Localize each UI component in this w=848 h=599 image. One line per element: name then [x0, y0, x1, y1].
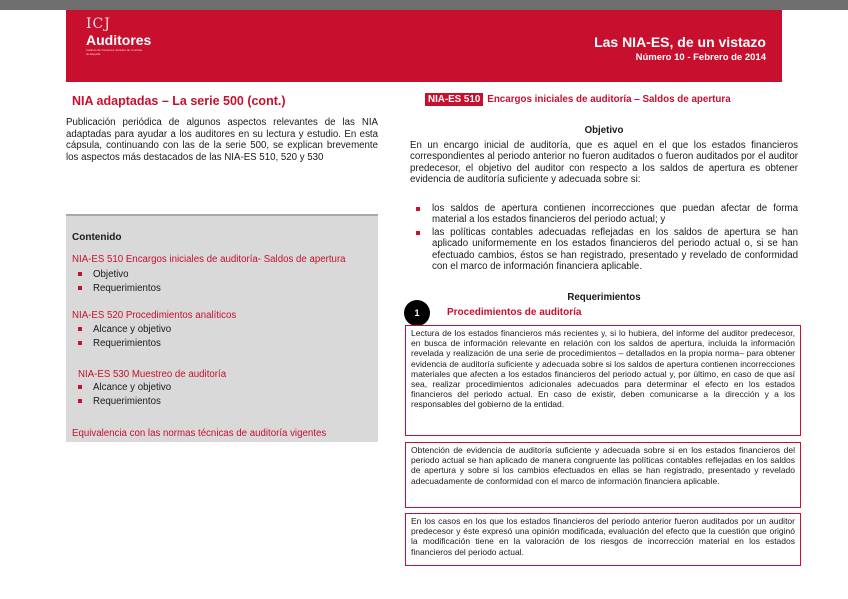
step-number-badge: 1 — [404, 300, 430, 326]
toc-item[interactable]: Objetivo — [78, 268, 161, 282]
toc-list-510 — [78, 268, 161, 296]
procedure-box: Obtención de evidencia de auditoría suficiente y adecuada sobre si en los estados financieros del periodo actual se han aplicado de manera congruente las políticas contables reflejadas en los saldos de apertura y sobre si los cambios efectuados en ellas se han registrado, presentado y revelado adecuadamente de conformidad con el marco de información financiera aplicable. — [405, 442, 801, 508]
contents-heading: Contenido — [72, 232, 122, 243]
procedure-box: En los casos en los que los estados financieros del periodo anterior fueron auditados por un auditor predecesor y éste expresó una opinión modificada, evaluación del efecto que la cuestión que originó la modificación tiene en la valoración de los riesgos de incorrección material en los estados financieros del periodo actual. — [405, 513, 801, 566]
toc-item[interactable]: Alcance y objetivo — [78, 323, 171, 337]
intro-paragraph: Publicación periódica de algunos aspectos relevantes de las NIA adaptadas para ayudar a los auditores en su lectura y estudio. En esta cápsula, continuando con las de la serie 500, se explican brevemente los aspectos más destacados de las NIA-ES 510, 520 y 530 — [66, 117, 378, 163]
logo-name: Auditores — [86, 32, 152, 48]
header-banner — [66, 10, 782, 82]
procedure-box: Lectura de los estados financieros más recientes y, si lo hubiera, del informe del auditor predecesor, en busca de información relevante en relación con los saldos de apertura, incluida la información revelada y realización de una serie de procedimientos – detallados en la propia norma– para obtener evidencia de auditoría suficiente y adecuada sobre si los saldos de apertura contienen incorrecciones materiales que afecten a los estados financieros del periodo actual y, por último, en caso de que así sea, realizar procedimientos adicionales adecuados para determinar el efecto en los estados financieros del periodo actual. En caso de existir, deben comunicarse a la dirección y a los responsables del gobierno de la entidad. — [405, 325, 801, 436]
objective-bullet: los saldos de apertura contienen incorrecciones que puedan afectar de forma material a los estados financieros del periodo actual; y — [410, 203, 798, 226]
top-strip — [0, 0, 848, 10]
objective-title: Objetivo — [584, 125, 624, 136]
nia-510-heading — [425, 94, 731, 105]
toc-item[interactable]: Requerimientos — [78, 337, 171, 351]
nia-510-title: Encargos iniciales de auditoría – Saldos de apertura — [487, 94, 731, 105]
toc-item[interactable]: Requerimientos — [78, 282, 161, 296]
procedures-title: Procedimientos de auditoría — [447, 307, 582, 318]
auditores-logo — [86, 16, 151, 56]
contents-box — [66, 214, 378, 442]
publication-title: Las NIA-ES, de un vistazo — [594, 34, 766, 50]
objective-text: En un encargo inicial de auditoría, que es aquel en el que los estados financieros correspondientes al periodo anterior no fueron auditados o fueron auditados por el auditor predecesor, el objetivo del auditor con respecto a los saldos de apertura es obtener evidencia de auditoría suficiente y adecuada sobre si: — [410, 140, 798, 186]
toc-list-520 — [78, 323, 171, 351]
nia-code-badge: NIA-ES 510 — [425, 93, 483, 106]
issue-number: Número 10 - Febrero de 2014 — [635, 52, 766, 63]
toc-item[interactable]: Alcance y objetivo — [78, 381, 171, 395]
left-section-title: NIA adaptadas – La serie 500 (cont.) — [72, 94, 286, 108]
logo-mark: ICJ — [86, 16, 111, 32]
logo-subtitle: Instituto de Censores Jurados de Cuentas de España — [86, 48, 143, 56]
toc-list-530 — [78, 381, 171, 409]
toc-link-nia-530[interactable]: NIA-ES 530 Muestreo de auditoría — [78, 369, 227, 380]
toc-item[interactable]: Requerimientos — [78, 395, 171, 409]
objective-bullets — [410, 203, 798, 273]
toc-link-nia-510[interactable]: NIA-ES 510 Encargos iniciales de auditoría- Saldos de apertura — [72, 254, 346, 265]
requirements-title: Requerimientos — [567, 292, 641, 303]
toc-link-equivalencia[interactable]: Equivalencia con las normas técnicas de auditoría vigentes — [72, 428, 327, 439]
objective-bullet: las políticas contables adecuadas reflejadas en los saldos de apertura se han aplicado uniformemente en los estados financieros del periodo actual o, si se han efectuado cambios, éstos se han registrado, presentado y revelado de conformidad con el marco de información financiera aplicable. — [410, 227, 798, 273]
toc-link-nia-520[interactable]: NIA-ES 520 Procedimientos analíticos — [72, 310, 237, 321]
